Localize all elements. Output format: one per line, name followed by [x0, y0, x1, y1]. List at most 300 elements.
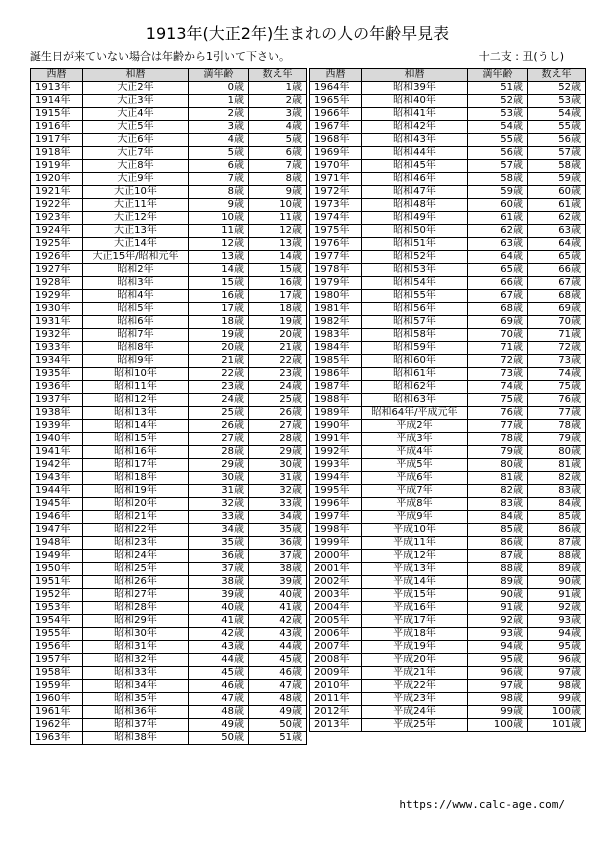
cell-wareki: 昭和13年 — [83, 407, 189, 420]
zodiac-label: 十二支 : 丑(うし) — [478, 50, 564, 63]
age-table-right — [309, 68, 586, 732]
cell-year: 1964年 — [310, 82, 362, 95]
table-row — [31, 693, 307, 706]
cell-age: 84歳 — [468, 511, 528, 524]
cell-year: 1956年 — [31, 641, 83, 654]
cell-age: 74歳 — [468, 381, 528, 394]
cell-kazoe: 18歳 — [249, 303, 307, 316]
cell-year: 1981年 — [310, 303, 362, 316]
cell-year: 1939年 — [31, 420, 83, 433]
cell-wareki: 大正10年 — [83, 186, 189, 199]
cell-kazoe: 85歳 — [528, 511, 586, 524]
cell-kazoe: 15歳 — [249, 264, 307, 277]
cell-wareki: 昭和44年 — [362, 147, 468, 160]
cell-year: 1921年 — [31, 186, 83, 199]
cell-kazoe: 64歳 — [528, 238, 586, 251]
cell-kazoe: 68歳 — [528, 290, 586, 303]
cell-age: 1歳 — [189, 95, 249, 108]
cell-wareki: 大正8年 — [83, 160, 189, 173]
cell-year: 1949年 — [31, 550, 83, 563]
cell-year: 2012年 — [310, 706, 362, 719]
cell-wareki: 昭和64年/平成元年 — [362, 407, 468, 420]
cell-year: 1955年 — [31, 628, 83, 641]
table-row — [310, 446, 586, 459]
cell-kazoe: 54歳 — [528, 108, 586, 121]
cell-kazoe: 84歳 — [528, 498, 586, 511]
page-title: 1913年(大正2年)生まれの人の年齢早見表 — [145, 24, 450, 43]
cell-wareki: 昭和36年 — [83, 706, 189, 719]
cell-wareki: 昭和21年 — [83, 511, 189, 524]
cell-year: 1978年 — [310, 264, 362, 277]
table-row — [31, 355, 307, 368]
cell-age: 82歳 — [468, 485, 528, 498]
cell-year: 1984年 — [310, 342, 362, 355]
table-row — [31, 602, 307, 615]
cell-year: 1972年 — [310, 186, 362, 199]
table-row — [310, 485, 586, 498]
cell-kazoe: 86歳 — [528, 524, 586, 537]
cell-year: 1969年 — [310, 147, 362, 160]
cell-wareki: 昭和15年 — [83, 433, 189, 446]
cell-kazoe: 16歳 — [249, 277, 307, 290]
table-row — [31, 563, 307, 576]
table-row — [31, 303, 307, 316]
cell-age: 28歳 — [189, 446, 249, 459]
cell-wareki: 昭和24年 — [83, 550, 189, 563]
cell-kazoe: 44歳 — [249, 641, 307, 654]
cell-year: 1963年 — [31, 732, 83, 745]
cell-kazoe: 74歳 — [528, 368, 586, 381]
table-row — [310, 134, 586, 147]
cell-age: 68歳 — [468, 303, 528, 316]
table-row — [310, 264, 586, 277]
cell-year: 1965年 — [310, 95, 362, 108]
cell-year: 2006年 — [310, 628, 362, 641]
cell-age: 7歳 — [189, 173, 249, 186]
cell-year: 1936年 — [31, 381, 83, 394]
cell-year: 1997年 — [310, 511, 362, 524]
cell-kazoe: 42歳 — [249, 615, 307, 628]
cell-wareki: 昭和23年 — [83, 537, 189, 550]
cell-year: 1937年 — [31, 394, 83, 407]
table-row — [31, 329, 307, 342]
table-row — [31, 433, 307, 446]
table-row — [310, 433, 586, 446]
cell-age: 52歳 — [468, 95, 528, 108]
table-row — [310, 238, 586, 251]
table-row — [310, 329, 586, 342]
header-wareki: 和暦 — [83, 69, 189, 82]
table-row — [31, 576, 307, 589]
cell-age: 56歳 — [468, 147, 528, 160]
table-row — [310, 394, 586, 407]
cell-kazoe: 40歳 — [249, 589, 307, 602]
cell-wareki: 昭和31年 — [83, 641, 189, 654]
cell-age: 30歳 — [189, 472, 249, 485]
table-row — [31, 732, 307, 745]
cell-wareki: 昭和11年 — [83, 381, 189, 394]
cell-wareki: 昭和45年 — [362, 160, 468, 173]
table-row — [310, 82, 586, 95]
cell-kazoe: 75歳 — [528, 381, 586, 394]
cell-wareki: 大正9年 — [83, 173, 189, 186]
table-row — [310, 303, 586, 316]
table-row — [31, 485, 307, 498]
cell-year: 1998年 — [310, 524, 362, 537]
cell-kazoe: 37歳 — [249, 550, 307, 563]
cell-age: 71歳 — [468, 342, 528, 355]
cell-age: 26歳 — [189, 420, 249, 433]
cell-age: 12歳 — [189, 238, 249, 251]
table-row — [310, 615, 586, 628]
cell-wareki: 平成11年 — [362, 537, 468, 550]
cell-age: 90歳 — [468, 589, 528, 602]
cell-kazoe: 93歳 — [528, 615, 586, 628]
cell-age: 35歳 — [189, 537, 249, 550]
cell-age: 81歳 — [468, 472, 528, 485]
cell-wareki: 大正4年 — [83, 108, 189, 121]
table-row — [310, 459, 586, 472]
cell-age: 54歳 — [468, 121, 528, 134]
table-row — [31, 459, 307, 472]
table-row — [31, 251, 307, 264]
cell-kazoe: 99歳 — [528, 693, 586, 706]
cell-age: 58歳 — [468, 173, 528, 186]
cell-wareki: 昭和16年 — [83, 446, 189, 459]
cell-age: 0歳 — [189, 82, 249, 95]
cell-kazoe: 87歳 — [528, 537, 586, 550]
cell-wareki: 昭和43年 — [362, 134, 468, 147]
cell-age: 11歳 — [189, 225, 249, 238]
cell-year: 1973年 — [310, 199, 362, 212]
cell-age: 64歳 — [468, 251, 528, 264]
cell-year: 2004年 — [310, 602, 362, 615]
cell-wareki: 昭和52年 — [362, 251, 468, 264]
cell-age: 8歳 — [189, 186, 249, 199]
cell-kazoe: 1歳 — [249, 82, 307, 95]
cell-kazoe: 33歳 — [249, 498, 307, 511]
cell-wareki: 昭和25年 — [83, 563, 189, 576]
cell-year: 1990年 — [310, 420, 362, 433]
cell-year: 1959年 — [31, 680, 83, 693]
cell-wareki: 大正13年 — [83, 225, 189, 238]
cell-age: 3歳 — [189, 121, 249, 134]
cell-kazoe: 52歳 — [528, 82, 586, 95]
cell-wareki: 昭和38年 — [83, 732, 189, 745]
table-row — [310, 342, 586, 355]
table-row — [31, 264, 307, 277]
table-row — [31, 95, 307, 108]
cell-wareki: 昭和26年 — [83, 576, 189, 589]
cell-year: 1967年 — [310, 121, 362, 134]
cell-kazoe: 6歳 — [249, 147, 307, 160]
cell-age: 4歳 — [189, 134, 249, 147]
cell-kazoe: 58歳 — [528, 160, 586, 173]
footer-url[interactable]: https://www.calc-age.com/ — [399, 798, 565, 811]
cell-wareki: 平成6年 — [362, 472, 468, 485]
cell-age: 80歳 — [468, 459, 528, 472]
cell-year: 1915年 — [31, 108, 83, 121]
cell-wareki: 昭和17年 — [83, 459, 189, 472]
cell-wareki: 昭和42年 — [362, 121, 468, 134]
cell-year: 1966年 — [310, 108, 362, 121]
cell-age: 91歳 — [468, 602, 528, 615]
cell-age: 87歳 — [468, 550, 528, 563]
cell-age: 61歳 — [468, 212, 528, 225]
cell-wareki: 平成20年 — [362, 654, 468, 667]
cell-wareki: 昭和61年 — [362, 368, 468, 381]
cell-wareki: 昭和49年 — [362, 212, 468, 225]
cell-year: 1958年 — [31, 667, 83, 680]
cell-kazoe: 78歳 — [528, 420, 586, 433]
cell-year: 1923年 — [31, 212, 83, 225]
table-row — [31, 628, 307, 641]
cell-age: 5歳 — [189, 147, 249, 160]
cell-wareki: 平成4年 — [362, 446, 468, 459]
cell-age: 31歳 — [189, 485, 249, 498]
cell-age: 33歳 — [189, 511, 249, 524]
cell-kazoe: 3歳 — [249, 108, 307, 121]
cell-kazoe: 59歳 — [528, 173, 586, 186]
cell-year: 1919年 — [31, 160, 83, 173]
cell-age: 39歳 — [189, 589, 249, 602]
table-row — [310, 680, 586, 693]
cell-wareki: 大正3年 — [83, 95, 189, 108]
age-table-left — [30, 68, 307, 745]
cell-age: 10歳 — [189, 212, 249, 225]
cell-year: 1954年 — [31, 615, 83, 628]
cell-age: 44歳 — [189, 654, 249, 667]
cell-age: 48歳 — [189, 706, 249, 719]
cell-age: 69歳 — [468, 316, 528, 329]
table-row — [31, 498, 307, 511]
table-header-row — [310, 69, 586, 82]
cell-kazoe: 98歳 — [528, 680, 586, 693]
cell-age: 67歳 — [468, 290, 528, 303]
cell-kazoe: 71歳 — [528, 329, 586, 342]
cell-year: 1925年 — [31, 238, 83, 251]
cell-kazoe: 55歳 — [528, 121, 586, 134]
cell-age: 22歳 — [189, 368, 249, 381]
table-row — [310, 381, 586, 394]
cell-year: 1996年 — [310, 498, 362, 511]
cell-year: 1930年 — [31, 303, 83, 316]
cell-age: 60歳 — [468, 199, 528, 212]
cell-year: 1928年 — [31, 277, 83, 290]
cell-age: 9歳 — [189, 199, 249, 212]
cell-age: 43歳 — [189, 641, 249, 654]
cell-age: 46歳 — [189, 680, 249, 693]
table-row — [31, 212, 307, 225]
cell-year: 1945年 — [31, 498, 83, 511]
table-row — [310, 212, 586, 225]
cell-year: 1914年 — [31, 95, 83, 108]
table-row — [31, 199, 307, 212]
cell-wareki: 昭和34年 — [83, 680, 189, 693]
cell-year: 1947年 — [31, 524, 83, 537]
table-row — [31, 173, 307, 186]
cell-kazoe: 24歳 — [249, 381, 307, 394]
cell-wareki: 平成22年 — [362, 680, 468, 693]
table-row — [310, 420, 586, 433]
cell-year: 1957年 — [31, 654, 83, 667]
cell-year: 1970年 — [310, 160, 362, 173]
cell-year: 1932年 — [31, 329, 83, 342]
cell-year: 1986年 — [310, 368, 362, 381]
cell-kazoe: 5歳 — [249, 134, 307, 147]
cell-kazoe: 96歳 — [528, 654, 586, 667]
cell-kazoe: 80歳 — [528, 446, 586, 459]
cell-wareki: 昭和54年 — [362, 277, 468, 290]
cell-kazoe: 48歳 — [249, 693, 307, 706]
cell-year: 2000年 — [310, 550, 362, 563]
table-row — [310, 667, 586, 680]
cell-kazoe: 50歳 — [249, 719, 307, 732]
cell-kazoe: 27歳 — [249, 420, 307, 433]
cell-year: 1931年 — [31, 316, 83, 329]
cell-kazoe: 17歳 — [249, 290, 307, 303]
cell-wareki: 昭和57年 — [362, 316, 468, 329]
cell-age: 86歳 — [468, 537, 528, 550]
cell-wareki: 昭和62年 — [362, 381, 468, 394]
cell-year: 2003年 — [310, 589, 362, 602]
table-row — [31, 290, 307, 303]
cell-kazoe: 39歳 — [249, 576, 307, 589]
cell-year: 1917年 — [31, 134, 83, 147]
cell-kazoe: 79歳 — [528, 433, 586, 446]
table-row — [310, 719, 586, 732]
cell-kazoe: 101歳 — [528, 719, 586, 732]
cell-wareki: 昭和48年 — [362, 199, 468, 212]
cell-year: 1993年 — [310, 459, 362, 472]
cell-year: 1916年 — [31, 121, 83, 134]
cell-wareki: 大正7年 — [83, 147, 189, 160]
table-row — [310, 589, 586, 602]
table-row — [310, 173, 586, 186]
cell-wareki: 昭和41年 — [362, 108, 468, 121]
cell-wareki: 大正6年 — [83, 134, 189, 147]
cell-age: 38歳 — [189, 576, 249, 589]
cell-year: 1952年 — [31, 589, 83, 602]
cell-wareki: 昭和20年 — [83, 498, 189, 511]
table-row — [31, 342, 307, 355]
cell-age: 2歳 — [189, 108, 249, 121]
cell-kazoe: 21歳 — [249, 342, 307, 355]
cell-year: 1924年 — [31, 225, 83, 238]
table-row — [31, 615, 307, 628]
header-age: 満年齢 — [189, 69, 249, 82]
cell-age: 88歳 — [468, 563, 528, 576]
cell-wareki: 昭和22年 — [83, 524, 189, 537]
cell-kazoe: 7歳 — [249, 160, 307, 173]
table-row — [31, 108, 307, 121]
table-row — [31, 277, 307, 290]
table-row — [310, 316, 586, 329]
cell-kazoe: 25歳 — [249, 394, 307, 407]
cell-wareki: 昭和5年 — [83, 303, 189, 316]
cell-age: 40歳 — [189, 602, 249, 615]
cell-age: 42歳 — [189, 628, 249, 641]
cell-year: 1946年 — [31, 511, 83, 524]
cell-year: 2007年 — [310, 641, 362, 654]
cell-kazoe: 47歳 — [249, 680, 307, 693]
cell-wareki: 昭和14年 — [83, 420, 189, 433]
table-row — [310, 602, 586, 615]
cell-year: 1941年 — [31, 446, 83, 459]
cell-wareki: 昭和46年 — [362, 173, 468, 186]
cell-age: 19歳 — [189, 329, 249, 342]
cell-wareki: 昭和56年 — [362, 303, 468, 316]
cell-wareki: 大正15年/昭和元年 — [83, 251, 189, 264]
cell-age: 89歳 — [468, 576, 528, 589]
cell-kazoe: 69歳 — [528, 303, 586, 316]
cell-year: 1991年 — [310, 433, 362, 446]
cell-year: 1942年 — [31, 459, 83, 472]
cell-wareki: 昭和30年 — [83, 628, 189, 641]
cell-kazoe: 12歳 — [249, 225, 307, 238]
cell-kazoe: 28歳 — [249, 433, 307, 446]
cell-year: 1989年 — [310, 407, 362, 420]
table-row — [31, 82, 307, 95]
cell-wareki: 平成13年 — [362, 563, 468, 576]
cell-wareki: 昭和60年 — [362, 355, 468, 368]
cell-wareki: 昭和39年 — [362, 82, 468, 95]
cell-kazoe: 49歳 — [249, 706, 307, 719]
cell-wareki: 昭和4年 — [83, 290, 189, 303]
cell-kazoe: 83歳 — [528, 485, 586, 498]
table-row — [31, 589, 307, 602]
cell-age: 55歳 — [468, 134, 528, 147]
table-row — [310, 498, 586, 511]
cell-kazoe: 91歳 — [528, 589, 586, 602]
cell-kazoe: 4歳 — [249, 121, 307, 134]
cell-wareki: 昭和2年 — [83, 264, 189, 277]
cell-kazoe: 36歳 — [249, 537, 307, 550]
cell-year: 1982年 — [310, 316, 362, 329]
table-row — [310, 576, 586, 589]
cell-kazoe: 8歳 — [249, 173, 307, 186]
cell-wareki: 昭和29年 — [83, 615, 189, 628]
cell-age: 21歳 — [189, 355, 249, 368]
cell-kazoe: 19歳 — [249, 316, 307, 329]
cell-kazoe: 92歳 — [528, 602, 586, 615]
table-row — [31, 719, 307, 732]
cell-kazoe: 32歳 — [249, 485, 307, 498]
cell-kazoe: 51歳 — [249, 732, 307, 745]
cell-kazoe: 11歳 — [249, 212, 307, 225]
cell-age: 16歳 — [189, 290, 249, 303]
cell-kazoe: 31歳 — [249, 472, 307, 485]
cell-wareki: 平成19年 — [362, 641, 468, 654]
cell-kazoe: 63歳 — [528, 225, 586, 238]
cell-kazoe: 89歳 — [528, 563, 586, 576]
cell-wareki: 平成18年 — [362, 628, 468, 641]
header-kazoe: 数え年 — [249, 69, 307, 82]
table-row — [310, 277, 586, 290]
cell-age: 24歳 — [189, 394, 249, 407]
cell-age: 53歳 — [468, 108, 528, 121]
cell-wareki: 平成10年 — [362, 524, 468, 537]
cell-wareki: 平成9年 — [362, 511, 468, 524]
table-row — [310, 563, 586, 576]
cell-wareki: 昭和32年 — [83, 654, 189, 667]
cell-age: 70歳 — [468, 329, 528, 342]
cell-kazoe: 14歳 — [249, 251, 307, 264]
table-row — [31, 641, 307, 654]
cell-age: 20歳 — [189, 342, 249, 355]
table-row — [31, 121, 307, 134]
cell-year: 1940年 — [31, 433, 83, 446]
